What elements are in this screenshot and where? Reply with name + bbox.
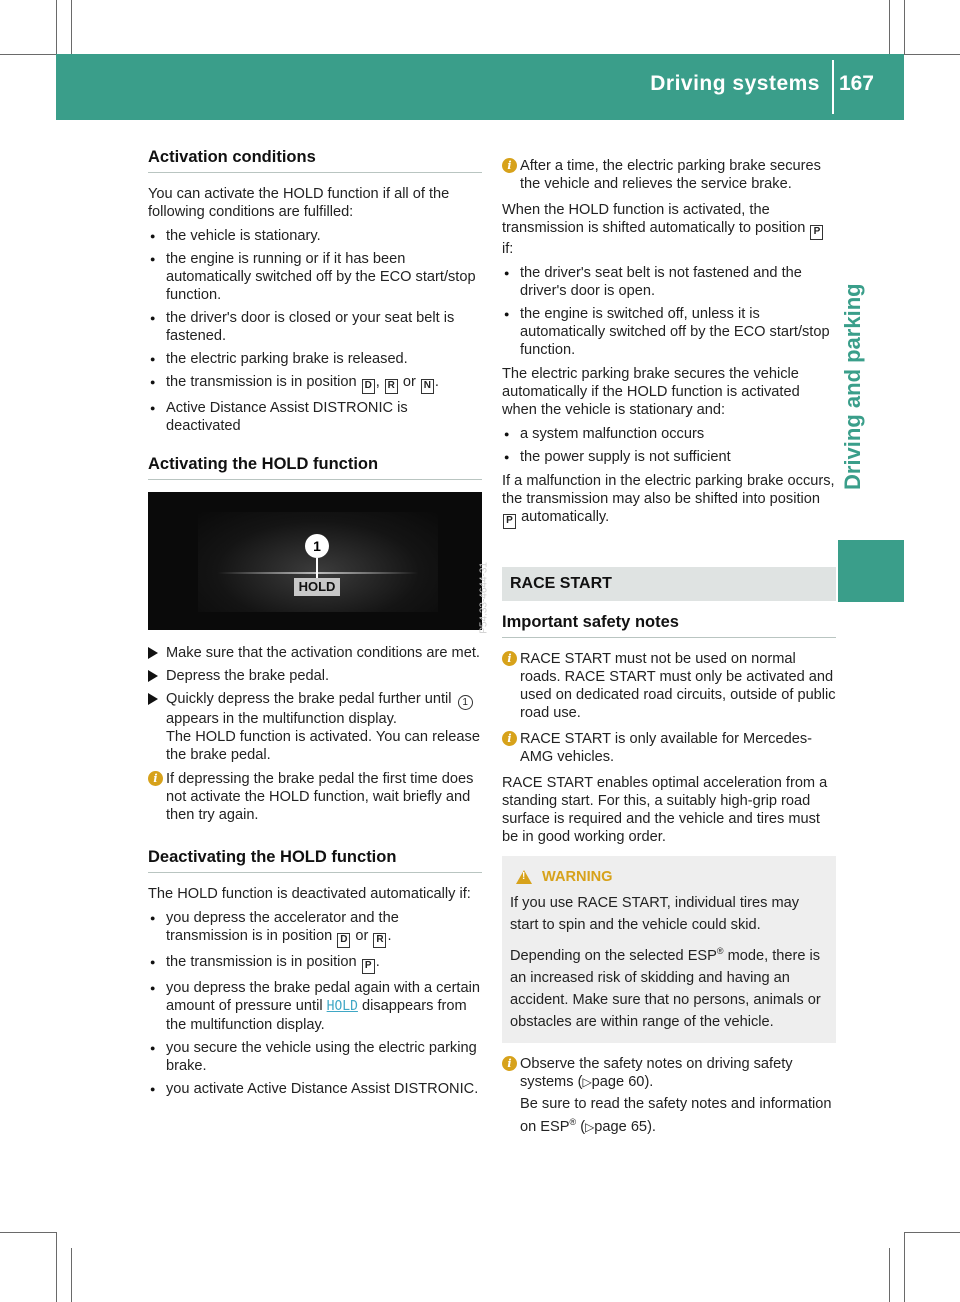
crop-mark: [889, 1248, 890, 1302]
crop-mark: [889, 0, 890, 54]
figure-leader-line: [316, 558, 318, 578]
warning-text: [510, 940, 828, 1033]
step-text: appears in the multifunction display.: [166, 711, 397, 727]
warning-box: [502, 856, 836, 1043]
gear-d-icon: D: [362, 379, 375, 394]
paragraph-text: When the HOLD function is activated, the transmission is shifted automatically to position: [502, 202, 806, 236]
list-item: ● the transmission is in position D , R or N .: [148, 373, 482, 394]
info-note: [502, 650, 836, 722]
crop-mark: [56, 0, 57, 54]
figure-background: [198, 512, 438, 612]
registered-mark: ®: [716, 946, 724, 956]
crop-mark: [0, 1232, 56, 1233]
activation-intro: You can activate the HOLD function if all of the following conditions are fulfilled:: [148, 186, 450, 220]
list-item: ● the vehicle is stationary.: [148, 227, 482, 245]
info-text: (: [576, 1118, 586, 1135]
info-note: [148, 770, 482, 824]
deactivating-intro: The HOLD function is deactivated automatically if:: [148, 886, 471, 902]
activating-heading: Activating the HOLD function: [148, 455, 482, 480]
list-item: [148, 979, 482, 1034]
page-header: [56, 54, 904, 120]
crop-mark: [56, 1232, 57, 1302]
step-text: Make sure that the activation conditions are met.: [166, 645, 480, 661]
gear-p-icon: P: [362, 959, 375, 974]
step-arrow-icon: [148, 693, 158, 705]
figure-horizon-line: [218, 572, 418, 574]
paragraph: [502, 472, 836, 529]
info-text: RACE START must not be used on normal roads. RACE START must only be activated and used on dedicated road circuits, outside of public road use.: [520, 651, 836, 721]
figure-code: P54.33-4644-31: [479, 562, 490, 634]
activation-conditions-list: [148, 227, 482, 435]
info-note: [502, 157, 836, 193]
header-divider: [832, 60, 834, 114]
step-arrow-icon: [148, 647, 158, 659]
figure-callout: 1: [305, 534, 329, 558]
warning-header: [510, 866, 828, 888]
warning-text: If you use RACE START, individual tires may start to spin and the vehicle could skid.: [510, 895, 800, 933]
gear-r-icon: R: [385, 379, 398, 394]
crop-mark: [904, 1232, 905, 1302]
info-text: Observe the safety notes on driving safety systems (: [520, 1055, 793, 1090]
info-text: Be sure to read the safety notes and information on ESP: [520, 1095, 832, 1135]
callout-1-icon: 1: [458, 695, 473, 710]
paragraph-text: automatically.: [521, 509, 610, 525]
gear-n-icon: N: [421, 379, 434, 394]
activation-conditions-heading: Activation conditions: [148, 148, 482, 173]
list-item: ● you activate Active Distance Assist DISTRONIC.: [148, 1080, 482, 1098]
section-tab-marker: [838, 540, 904, 602]
paragraph-text: If a malfunction in the electric parking brake occurs, the transmission may also be shifted into position: [502, 473, 835, 507]
hold-display-figure: [148, 492, 490, 634]
list-item: ● the engine is running or if it has been automatically switched off by the ECO start/stop function.: [148, 250, 482, 304]
deactivating-heading: Deactivating the HOLD function: [148, 848, 482, 873]
info-text: RACE START is only available for Mercedes-AMG vehicles.: [520, 731, 812, 765]
warning-text-part: mode, there is an increased risk of skidding and having an accident. Make sure that no persons, animals or obstacles are within range of the vehicle.: [510, 947, 821, 1030]
list-item-text: disappears from the multifunction display.: [166, 998, 467, 1033]
section-tab-label: Driving and parking: [840, 283, 865, 490]
gear-p-icon: P: [503, 514, 516, 529]
list-item: ● you secure the vehicle using the electric parking brake.: [148, 1039, 482, 1075]
paragraph-text: if:: [502, 241, 514, 257]
step-text: Depress the brake pedal.: [166, 668, 330, 684]
list-item-text: the transmission is in position: [166, 374, 357, 390]
warning-title: WARNING: [542, 869, 613, 885]
info-text: ).: [644, 1073, 654, 1090]
list-item-text: or: [355, 928, 369, 944]
list-item: ● the engine is switched off, unless it is automatically switched off by the ECO start/stop function.: [502, 305, 836, 359]
crop-mark: [904, 1232, 960, 1233]
paragraph: The electric parking brake secures the vehicle automatically if the HOLD function is activated when the vehicle is stationary and:: [502, 366, 800, 418]
step-item: [148, 644, 482, 662]
info-text: ).: [647, 1118, 656, 1135]
paragraph: RACE START enables optimal acceleration from a standing start. For this, a suitably high-grip road surface is required and the vehicle and tires must be in good working order.: [502, 775, 828, 845]
left-column: [148, 148, 490, 1104]
activating-steps: [148, 644, 482, 764]
step-result: The HOLD function is activated. You can release the brake pedal.: [166, 729, 480, 763]
list-item: ● the transmission is in position P .: [148, 953, 482, 974]
step-arrow-icon: [148, 670, 158, 682]
deactivating-list: [148, 909, 482, 1098]
list-item: ● the driver's seat belt is not fastened and the driver's door is open.: [502, 264, 836, 300]
warning-text-part: Depending on the selected ESP: [510, 947, 717, 964]
auto-park-list: [502, 264, 836, 359]
registered-mark: ®: [569, 1116, 577, 1127]
list-item-text: you depress the brake pedal again with a certain amount of pressure until: [166, 980, 480, 1014]
info-note: [502, 1055, 836, 1136]
info-icon: i: [502, 158, 517, 173]
crop-mark: [0, 54, 56, 55]
list-item: ● Active Distance Assist DISTRONIC is deactivated: [148, 399, 482, 435]
crop-mark: [904, 0, 905, 54]
crop-mark: [71, 1248, 72, 1302]
gear-d-icon: D: [337, 933, 350, 948]
parking-brake-list: [502, 425, 836, 466]
info-note: [502, 730, 836, 766]
info-icon: i: [148, 771, 163, 786]
list-item: ● the power supply is not sufficient: [502, 448, 836, 466]
info-subtext: [520, 1095, 836, 1136]
page-ref-arrow-icon: ▷: [585, 1119, 595, 1134]
page-ref-link[interactable]: page 65: [594, 1118, 648, 1135]
step-item: [148, 690, 482, 764]
step-item: [148, 667, 482, 685]
gear-r-icon: R: [373, 933, 386, 948]
hold-display-text: HOLD: [326, 999, 358, 1014]
crop-mark: [904, 54, 960, 55]
list-item: ● a system malfunction occurs: [502, 425, 836, 443]
info-text: After a time, the electric parking brake secures the vehicle and relieves the service brake.: [520, 158, 821, 192]
list-item-text: you depress the accelerator and the transmission is in position: [166, 910, 399, 944]
page-ref-arrow-icon: ▷: [582, 1074, 592, 1089]
warning-icon: [516, 870, 532, 884]
right-column: [502, 157, 836, 1144]
gear-p-icon: P: [810, 225, 823, 240]
safety-notes-heading: Important safety notes: [502, 613, 836, 638]
hold-indicator: HOLD: [294, 578, 340, 596]
race-start-band: RACE START: [502, 567, 836, 601]
step-text: Quickly depress the brake pedal further until: [166, 691, 452, 707]
list-item-text: or: [402, 374, 416, 390]
info-icon: i: [502, 731, 517, 746]
crop-mark: [71, 0, 72, 54]
chapter-title: Driving systems: [650, 72, 820, 95]
list-item: ● the electric parking brake is released.: [148, 350, 482, 368]
info-icon: i: [502, 651, 517, 666]
list-item: ● you depress the accelerator and the transmission is in position D or R .: [148, 909, 482, 948]
list-item: ● the driver's door is closed or your seat belt is fastened.: [148, 309, 482, 345]
info-icon: i: [502, 1056, 517, 1071]
page-ref-link[interactable]: page 60: [591, 1073, 645, 1090]
info-text: If depressing the brake pedal the first time does not activate the HOLD function, wait briefly and then try again.: [166, 771, 474, 823]
paragraph: [502, 201, 836, 258]
list-item-text: the transmission is in position: [166, 954, 357, 970]
page-number: 167: [838, 72, 874, 95]
